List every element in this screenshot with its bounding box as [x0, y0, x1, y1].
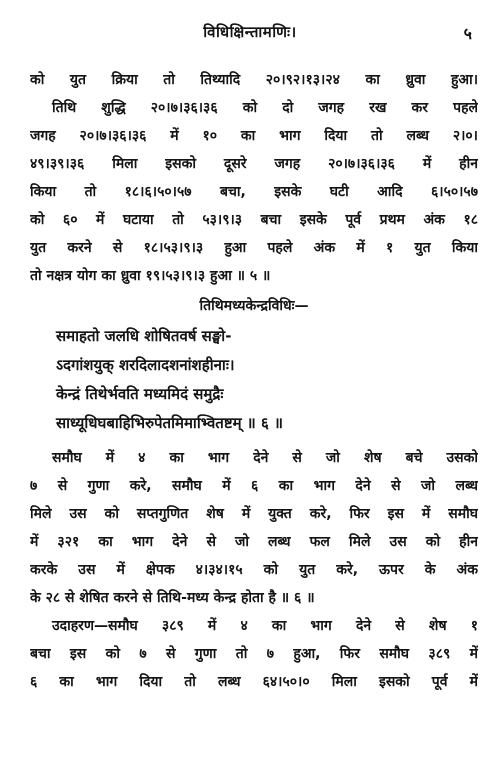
text-line: तिथि शुद्धि २०।७।३६।३६ को दो जगह रख कर पहले [52, 100, 478, 116]
text-line: करके उस में क्षेपक ४।३४।१५ को युत करे, ऊपर के अंक [30, 562, 478, 578]
text-line: को ६० में घटाया तो ५३।९।३ बचा इसके पूर्व प्रथम अंक १८ [30, 212, 478, 228]
text-line: जगह २०।७।३६।३६ में १० का भाग दिया तो लब्ध २।०। [30, 128, 478, 144]
body-text [30, 66, 478, 696]
text-line: युत करने से १८।५३।९।३ हुआ पहले अंक में १ युत किया [30, 240, 478, 256]
text-line: में ३२१ का भाग देने से जो लब्ध फल मिले उस को हीन [30, 534, 478, 550]
page-number: ५ [463, 24, 472, 43]
text-line: तो नक्षत्र योग का ध्रुवा १९।५३।९।३ हुआ ॥ ५ ॥ [30, 268, 271, 284]
text-line: मिले उस को सप्तगुणित शेष में युक्त करे, फिर इस में समौघ [30, 506, 478, 522]
text-line: के २८ से शेषित करने से तिथि-मध्य केन्द्र होता है ॥ ६ ॥ [30, 590, 315, 606]
page-header [0, 22, 500, 48]
verse-line: साध्यूधिघबाहिभिरुपेतमिमाभ्वितष्टम् ॥ ६ ॥ [56, 414, 284, 432]
text-line: उदाहरण—समौघ ३८९ में ४ का भाग देने से शेष १ [52, 618, 478, 634]
text-line: को युत क्रिया तो तिथ्यादि २०।९२।१३।२४ का ध्रुवा हुआ। [30, 72, 478, 88]
text-line: समौघ में ४ का भाग देने से जो शेष बचे उसको [52, 450, 478, 466]
running-title: विधिक्षिन्तामणिः। [203, 23, 297, 41]
text-line: ६ का भाग दिया तो लब्ध ६४।५०।० मिला इसको पूर्व में [30, 674, 478, 690]
verse-line: ऽदगांशयुक् शरदिलादशनांशहीनाः। [56, 356, 235, 374]
text-line: बचा इस को ७ से गुणा तो ७ हुआ, फिर समौघ ३८९ में [30, 646, 478, 662]
verse-line: समाहतो जलधि शोषितवर्ष सङ्घो- [56, 327, 232, 345]
verse-line: केन्द्रं तिथेर्भवति मध्यमिदं समुद्रैः [56, 385, 224, 403]
section-heading: तिथिमध्यकेन्द्रविधिः— [199, 298, 309, 314]
text-line: ४९।३९।३६ मिला इसको दूसरे जगह २०।७।३६।३६ में हीन [30, 156, 478, 172]
text-line: किया तो १८।६।५०।५७ बचा, इसके घटी आदि ६।५०।५७ [30, 184, 478, 200]
text-line: ७ से गुणा करे, समौघ में ६ का भाग देने से जो लब्ध [30, 478, 478, 494]
